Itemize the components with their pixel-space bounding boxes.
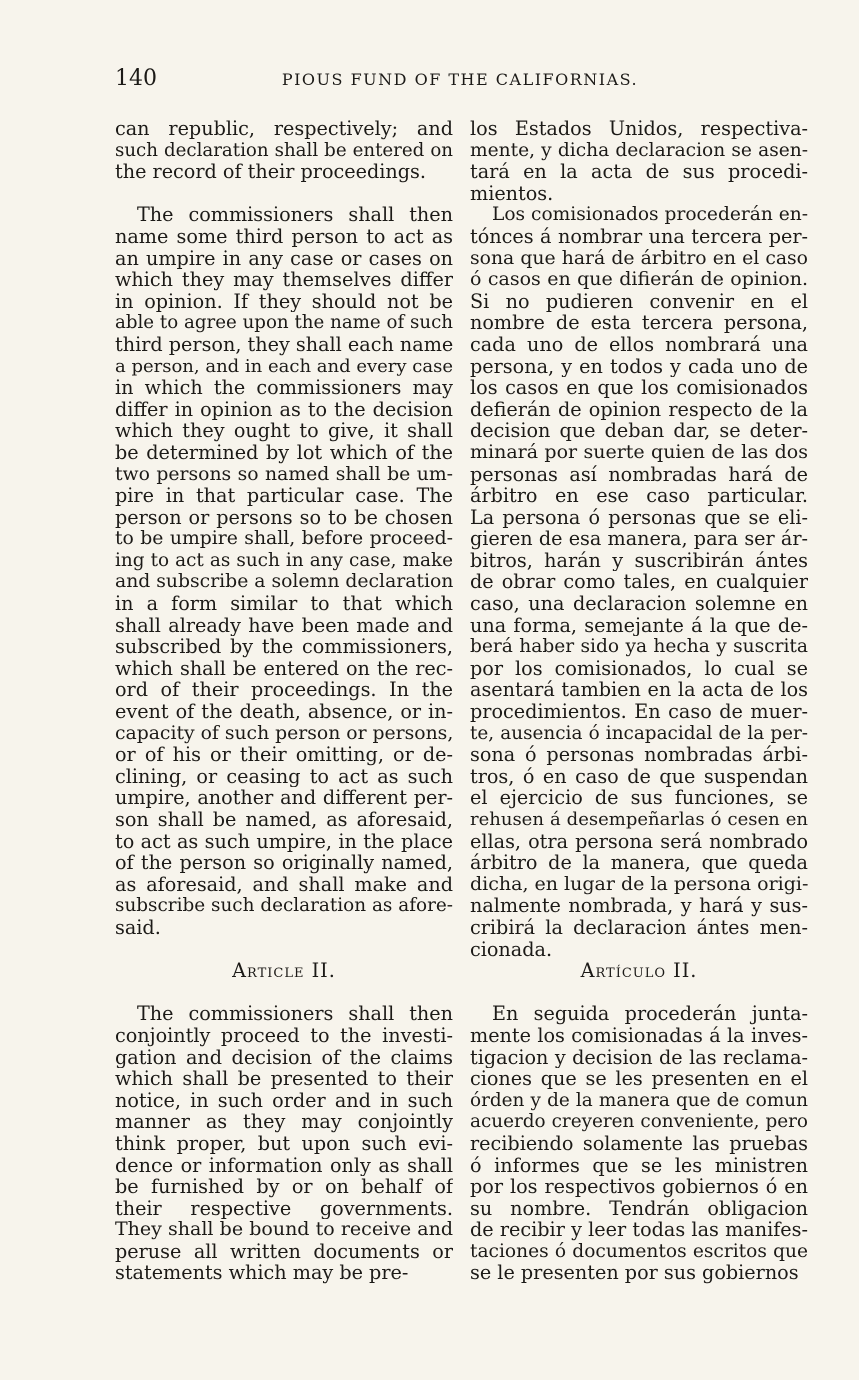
text-line: asentará tambien en la acta de los (470, 679, 808, 702)
text-line: dicha, en lugar de la persona origi- (470, 873, 808, 895)
article-heading-es: Artículo II. (580, 959, 698, 983)
spanish-paragraph-2 (470, 204, 808, 960)
text-line: and subscribe a solemn declaration (115, 571, 453, 593)
text-line: to be umpire shall, before proceed- (115, 528, 453, 550)
text-line: persona, y en todos y cada uno de (470, 355, 808, 378)
text-line: decision que deban dar, se deter- (470, 420, 808, 442)
text-line: ing to act as such in any case, make (115, 549, 453, 571)
text-line: pire in that particular case. The (115, 485, 453, 507)
text-line: statements which may be pre- (115, 1262, 409, 1285)
article-heading-en: Article II. (232, 959, 336, 983)
text-line: procedimientos. En caso de muer- (470, 701, 808, 723)
text-line: el ejercicio de sus funciones, se (470, 787, 808, 809)
text-line: person or persons so to be chosen (115, 506, 453, 529)
english-paragraph-1 (115, 118, 453, 183)
text-line: can republic, respectively; and (115, 118, 453, 140)
spanish-column (470, 118, 808, 1284)
text-line: clining, or ceasing to act as such (115, 765, 453, 788)
text-line: por los respectivos gobiernos ó en (470, 1176, 808, 1198)
text-line: be determined by lot which of the (115, 441, 453, 464)
text-line: La persona ó personas que se eli- (470, 506, 808, 529)
text-line: árbitro de la manera, que queda (470, 852, 808, 874)
text-line: which they ought to give, it shall (115, 420, 453, 442)
text-line: su nombre. Tendrán obligacion (470, 1197, 808, 1220)
text-line: in opinion. If they should not be (115, 290, 453, 313)
text-line: una forma, semejante á la que de- (470, 614, 808, 637)
text-line: to act as such umpire, in the place (115, 830, 453, 853)
text-line: They shall be bound to receive and (115, 1219, 453, 1241)
text-line: sona que hará de árbitro en el caso (470, 247, 808, 269)
text-line: mientos. (470, 182, 554, 205)
text-line: gation and decision of the claims (115, 1046, 453, 1069)
text-line: or of his or their omitting, or de- (115, 744, 453, 766)
text-line: te, ausencia ó incapacidal de la per- (470, 722, 808, 744)
text-line: The commissioners shall then (137, 1003, 453, 1025)
text-line: conjointly proceed to the investi- (115, 1024, 453, 1047)
text-line: mente los comisionadas á la inves- (470, 1024, 808, 1047)
text-line: acuerdo creyeren conveniente, pero (470, 1111, 808, 1133)
text-line: Los comisionados procederán en- (492, 204, 808, 226)
text-line: nombre de esta tercera persona, (470, 312, 808, 334)
text-line: ciones que se les presenten en el (470, 1068, 808, 1090)
text-line: their respective governments. (115, 1197, 453, 1220)
text-line: de recibir y leer todas las manifes- (470, 1219, 808, 1241)
text-line: caso, una declaracion solemne en (470, 593, 808, 615)
english-paragraph-2 (115, 204, 453, 938)
text-line: of the person so originally named, (115, 852, 453, 874)
text-line: a person, and in each and every case (115, 355, 453, 377)
text-line: En seguida procederán junta- (492, 1003, 808, 1025)
text-line: which shall be presented to their (115, 1068, 453, 1090)
text-line: árbitro en ese caso particular. (470, 485, 808, 507)
text-line: an umpire in any case or cases on (115, 247, 453, 270)
text-line: ellas, otra persona será nombrado (470, 830, 808, 853)
spanish-paragraph-3 (470, 1003, 808, 1284)
text-line: sona ó personas nombradas árbi- (470, 744, 808, 766)
text-line: peruse all written documents or (115, 1240, 453, 1263)
text-line: cribirá la declaracion ántes men- (470, 916, 808, 939)
text-line: Si no pudieren convenir en el (470, 290, 808, 313)
text-line: ord of their proceedings. In the (115, 679, 453, 702)
text-line: minará por suerte quien de las dos (470, 441, 808, 463)
text-line: cada uno de ellos nombrará una (470, 333, 808, 356)
running-title: PIOUS FUND OF THE CALIFORNIAS. (281, 70, 639, 89)
text-line: tros, ó en caso de que suspendan (470, 765, 808, 788)
text-line: which shall be entered on the rec- (115, 657, 453, 680)
text-line: as aforesaid, and shall make and (115, 873, 453, 896)
text-line: recibiendo solamente las pruebas (470, 1132, 808, 1155)
text-line: cionada. (470, 938, 553, 961)
text-line: umpire, another and different per- (115, 787, 453, 809)
text-line: tigacion y decision de las reclama- (470, 1046, 808, 1069)
text-line: which they may themselves differ (115, 269, 453, 291)
text-line: bitros, harán y suscribirán ántes (470, 549, 808, 572)
text-line: ó informes que se les ministren (470, 1154, 808, 1177)
text-line: subscribe such declaration as afore- (115, 895, 453, 917)
spanish-paragraph-1 (470, 118, 808, 204)
text-line: por los comisionados, lo cual se (470, 657, 808, 680)
text-line: de obrar como tales, en cualquier (470, 571, 808, 594)
text-line: subscribed by the commissioners, (115, 636, 453, 658)
text-line: gieren de esa manera, para ser ár- (470, 528, 808, 550)
text-line: los Estados Unidos, respectiva- (470, 118, 808, 140)
text-line: third person, they shall each name (115, 333, 453, 356)
text-line: The commissioners shall then (137, 204, 453, 226)
page-number: 140 (115, 66, 157, 91)
text-line: los casos en que los comisionados (470, 377, 808, 399)
text-line: órden y de la manera que de comun (470, 1089, 808, 1111)
text-line: personas así nombradas hará de (470, 463, 808, 486)
text-line: think proper, but upon such evi- (115, 1132, 453, 1155)
text-line: taciones ó documentos escritos que (470, 1240, 808, 1262)
text-line: be furnished by or on behalf of (115, 1176, 453, 1198)
text-line: two persons so named shall be um- (115, 463, 453, 485)
text-line: rehusen á desempeñarlas ó cesen en (470, 809, 808, 830)
text-line: said. (115, 916, 161, 939)
text-line: tónces á nombrar una tercera per- (470, 225, 808, 248)
text-line: shall already have been made and (115, 614, 453, 637)
text-line: son shall be named, as aforesaid, (115, 809, 453, 831)
text-line: in a form similar to that which (115, 593, 453, 615)
text-line: dence or information only as shall (115, 1154, 453, 1177)
text-line: mente, y dicha declaracion se asen- (470, 139, 808, 161)
text-line: the record of their proceedings. (115, 161, 426, 183)
text-line: se le presenten por sus gobiernos (470, 1262, 799, 1285)
text-line: name some third person to act as (115, 225, 453, 248)
text-line: manner as they may conjointly (115, 1111, 453, 1133)
text-line: berá haber sido ya hecha y suscrita (470, 636, 808, 658)
text-line: tará en la acta de sus procedi- (470, 161, 808, 183)
text-line: nalmente nombrada, y hará y sus- (470, 895, 808, 917)
text-line: defierán de opinion respecto de la (470, 398, 808, 421)
text-line: such declaration shall be entered on (115, 139, 453, 161)
text-line: event of the death, absence, or in- (115, 701, 453, 723)
text-line: able to agree upon the name of such (115, 312, 453, 334)
text-line: in which the commissioners may (115, 377, 453, 399)
text-line: differ in opinion as to the decision (115, 398, 453, 421)
text-line: capacity of such person or persons, (115, 722, 453, 744)
english-paragraph-3 (115, 1003, 453, 1284)
text-line: notice, in such order and in such (115, 1089, 453, 1112)
english-column (115, 118, 453, 1284)
text-line: ó casos en que difierán de opinion. (470, 269, 808, 291)
